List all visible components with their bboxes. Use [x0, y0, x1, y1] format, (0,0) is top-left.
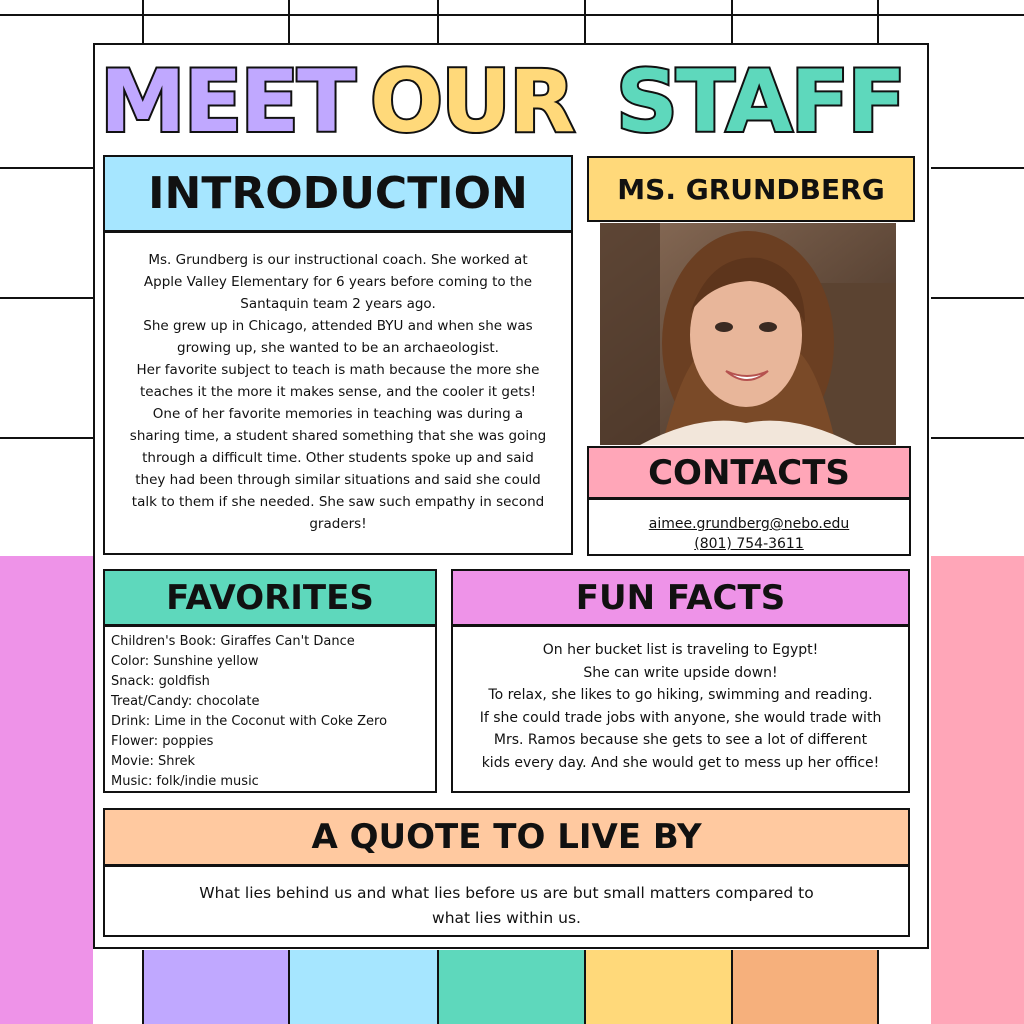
grid-line [584, 0, 586, 43]
grid-line [0, 437, 93, 439]
staff-name-heading: MS. GRUNDBERG [587, 156, 915, 222]
staff-photo [600, 223, 896, 445]
grid-line [142, 950, 144, 1024]
introduction-line: graders! [309, 516, 367, 532]
introduction-line: Ms. Grundberg is our instructional coach. She worked at [148, 252, 528, 268]
color-strip-yellow [585, 950, 731, 1024]
color-strip-mint [438, 950, 584, 1024]
quote-body [103, 865, 910, 937]
introduction-body [103, 231, 573, 555]
quote-heading: A QUOTE TO LIVE BY [103, 808, 910, 866]
portrait-image [600, 223, 896, 445]
favorite-item: Snack: goldfish [111, 674, 210, 689]
favorite-item: Treat/Candy: chocolate [111, 694, 260, 709]
grid-line [931, 167, 1024, 169]
introduction-line: through a difficult time. Other students spoke up and said [142, 450, 534, 466]
color-strip-orange [732, 950, 878, 1024]
grid-line [877, 950, 879, 1024]
grid-line [0, 167, 93, 169]
grid-line [288, 0, 290, 43]
fun-fact-line: She can write upside down! [583, 664, 778, 681]
favorite-item: Movie: Shrek [111, 754, 196, 769]
page-title [100, 52, 920, 152]
grid-line [877, 0, 879, 43]
email-link[interactable]: aimee.grundberg@nebo.edu [648, 516, 850, 532]
favorites-list [103, 625, 437, 793]
background-pink-right [931, 556, 1024, 1024]
fun-fact-line: kids every day. And she would get to mess up her office! [481, 754, 880, 771]
contacts-body [587, 498, 911, 556]
fun-fact-line: To relax, she likes to go hiking, swimming and reading. [488, 687, 873, 703]
fun-facts-heading: FUN FACTS [451, 569, 910, 626]
grid-line [584, 950, 586, 1024]
fun-fact-line: If she could trade jobs with anyone, she would trade with [479, 709, 882, 726]
grid-line [437, 0, 439, 43]
introduction-line: Apple Valley Elementary for 6 years before coming to the [143, 274, 533, 290]
background-pink-left [0, 556, 93, 1024]
grid-line [142, 0, 144, 43]
favorite-item: Flower: poppies [111, 734, 214, 749]
title-word-our: OUR [370, 52, 574, 152]
favorite-item: Children's Book: Giraffes Can't Dance [111, 634, 355, 649]
favorite-item: Color: Sunshine yellow [111, 654, 259, 669]
quote-line: What lies behind us and what lies before us are but small matters compared to [199, 884, 814, 902]
favorite-item: Music: folk/indie music [111, 774, 259, 789]
grid-line [931, 297, 1024, 299]
fun-fact-line: On her bucket list is traveling to Egypt! [542, 642, 819, 658]
grid-line [731, 0, 733, 43]
introduction-heading: INTRODUCTION [103, 155, 573, 232]
color-strip-sky [289, 950, 437, 1024]
contacts-heading: CONTACTS [587, 446, 911, 499]
grid-line [731, 950, 733, 1024]
introduction-line: Santaquin team 2 years ago. [240, 296, 436, 312]
introduction-line: talk to them if she needed. She saw such empathy in second [131, 494, 545, 510]
favorite-item: Drink: Lime in the Coconut with Coke Zero [111, 714, 388, 729]
quote-line: what lies within us. [432, 909, 581, 927]
fun-fact-line: Mrs. Ramos because she gets to see a lot of different [493, 732, 868, 748]
introduction-line: they had been through similar situations and said she could [135, 472, 541, 488]
phone-link[interactable]: (801) 754-3611 [694, 536, 804, 552]
title-word-meet: MEET [100, 52, 354, 152]
grid-line [931, 437, 1024, 439]
grid-line [0, 297, 93, 299]
grid-line [288, 950, 290, 1024]
introduction-line: sharing time, a student shared something that she was going [129, 428, 547, 444]
introduction-line: Her favorite subject to teach is math because the more she [136, 362, 540, 378]
grid-line [0, 14, 1024, 16]
introduction-line: growing up, she wanted to be an archaeologist. [177, 340, 499, 356]
color-strip-lavender [143, 950, 288, 1024]
introduction-line: She grew up in Chicago, attended BYU and when she was [143, 318, 533, 334]
introduction-line: One of her favorite memories in teaching was during a [152, 406, 524, 422]
grid-line [437, 950, 439, 1024]
fun-facts-body [451, 625, 910, 793]
title-word-staff: STAFF [616, 52, 904, 152]
favorites-heading: FAVORITES [103, 569, 437, 626]
introduction-line: teaches it the more it makes sense, and the cooler it gets! [140, 384, 536, 400]
